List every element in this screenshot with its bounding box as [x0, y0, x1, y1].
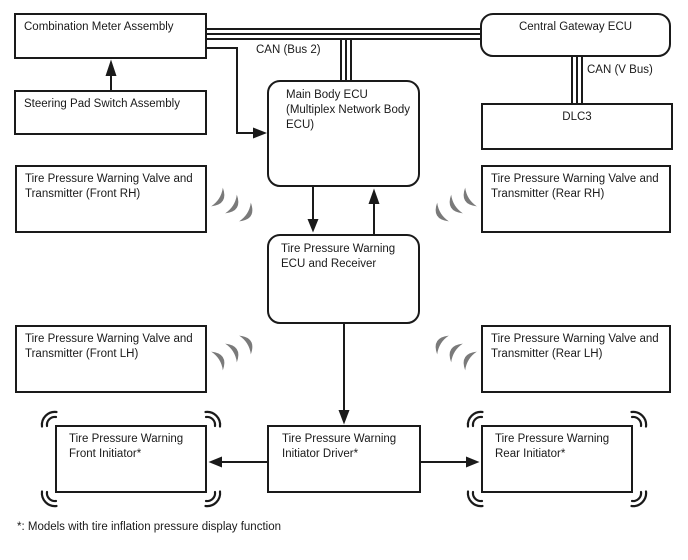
- node-main-body-ecu: [267, 80, 420, 187]
- footnote: *: Models with tire inflation pressure display function: [17, 521, 281, 533]
- arrow-receiver-to-driver: [339, 324, 350, 425]
- node-rear-initiator: [481, 425, 633, 493]
- node-valve-transmitter-front-lh: [15, 325, 207, 393]
- arrow-receiver-to-main-body: [369, 189, 380, 235]
- node-label: Combination Meter Assembly: [24, 21, 174, 33]
- node-central-gateway-ecu: [480, 13, 671, 57]
- node-label: Steering Pad Switch Assembly: [24, 98, 180, 110]
- node-label: Tire Pressure Warning Valve and Transmitter (Front LH): [25, 333, 193, 360]
- node-valve-transmitter-rear-lh: [481, 325, 671, 393]
- node-dlc3: [481, 103, 673, 150]
- radio-signal-icon-rear-lh: [431, 332, 477, 370]
- can-vbus-line: [572, 56, 582, 104]
- node-label: Tire Pressure Warning Front Initiator*: [69, 433, 184, 460]
- node-label: DLC3: [562, 111, 592, 123]
- node-label: Tire Pressure Warning Valve and Transmitter (Rear RH): [491, 173, 659, 200]
- node-valve-transmitter-front-rh: [15, 165, 207, 233]
- radio-signal-icon-front-rh: [211, 188, 257, 225]
- node-label: Central Gateway ECU: [518, 21, 633, 33]
- arrow-driver-to-rear-initiator: [421, 457, 480, 468]
- radio-signal-icon-front-lh: [211, 332, 257, 370]
- node-initiator-driver: [267, 425, 421, 493]
- node-label: Tire Pressure Warning Rear Initiator*: [495, 433, 610, 460]
- node-tpw-ecu-and-receiver: [267, 234, 420, 324]
- node-label: Main Body ECU (Multiplex Network Body ECU): [286, 89, 410, 131]
- node-front-initiator: [55, 425, 207, 493]
- arrow-main-body-to-receiver: [308, 187, 319, 233]
- radio-signal-icon-rear-rh: [431, 188, 477, 225]
- node-valve-transmitter-rear-rh: [481, 165, 671, 233]
- node-combination-meter-assembly: [14, 13, 207, 59]
- can-vbus-label: CAN (V Bus): [587, 64, 653, 76]
- can-bus2-branch-line: [341, 40, 351, 81]
- node-label: Tire Pressure Warning Valve and Transmitter (Rear LH): [491, 333, 659, 360]
- node-label: Tire Pressure Warning Valve and Transmitter (Front RH): [25, 173, 193, 200]
- node-label: Tire Pressure Warning Initiator Driver*: [282, 433, 397, 460]
- can-bus2-line: [206, 29, 481, 39]
- can-bus2-label: CAN (Bus 2): [256, 44, 321, 56]
- arrow-driver-to-front-initiator: [209, 457, 268, 468]
- node-steering-pad-switch-assembly: [14, 90, 207, 135]
- arrow-steering-to-meter: [106, 60, 117, 91]
- node-label: Tire Pressure Warning ECU and Receiver: [281, 243, 396, 270]
- arrow-meter-to-main-body-ecu: [207, 48, 267, 139]
